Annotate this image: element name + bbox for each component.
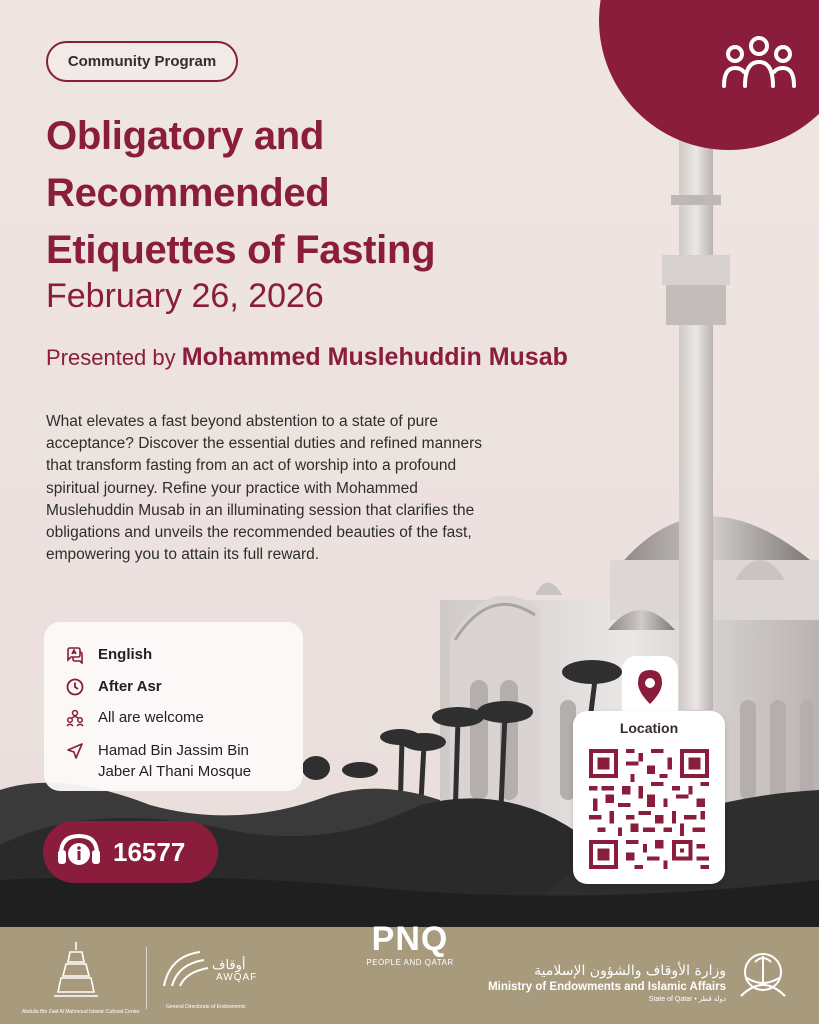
info-audience [66, 709, 204, 727]
awqaf-logo [160, 946, 258, 1010]
hotline-badge[interactable] [43, 821, 218, 883]
info-time-value: After Asr [98, 678, 162, 695]
info-audience-value: All are welcome [98, 709, 204, 726]
program-badge-label: Community Program [67, 53, 217, 70]
info-time [66, 678, 162, 696]
presenter-prefix: Presented by [46, 345, 176, 370]
info-language [66, 646, 152, 664]
event-description: What elevates a fast beyond abstention to a state of pure acceptance? Discover the essential duties and refined manners that transform fasting from an act of worship into a profound spiritual journey. Refine your practice with Mohammed Muslehuddin Musab in an illuminating session that clarifies the obligations and unveils the recommended beauties of the fast, empowering you to attain its full reward. [46, 413, 482, 564]
program-badge [46, 41, 238, 82]
people-group-icon [721, 34, 797, 90]
info-language-value: English [98, 646, 153, 663]
presenter-name: Mohammed Muslehuddin Musab [181, 343, 568, 371]
event-title [46, 108, 606, 279]
audience-icon [66, 709, 84, 727]
centre-caption: Abdulla Bin Zaid Al Mahmoud Islamic Cultural Center [22, 1009, 140, 1015]
footer-divider [146, 947, 147, 1009]
awqaf-arabic: أوقاف [212, 958, 246, 973]
title-line: Obligatory and [46, 114, 325, 158]
title-line: Etiquettes of Fasting [46, 228, 436, 272]
info-venue [66, 740, 251, 782]
presenter [46, 343, 568, 372]
cultural-centre-logo [52, 940, 100, 1002]
ministry-logo-text [488, 962, 726, 1005]
ministry-arabic: وزارة الأوقاف والشؤون الإسلامية [534, 963, 726, 979]
language-icon [66, 646, 84, 664]
awqaf-caption: General Directorate of Endowments [166, 1004, 246, 1010]
state-label: State of Qatar • دولة قطر [648, 996, 726, 1003]
title-line: Recommended [46, 171, 330, 215]
headset-icon [57, 832, 101, 872]
awqaf-emblem-icon [160, 946, 212, 992]
hotline-number: 16577 [113, 836, 186, 867]
venue-line: Jaber Al Thani Mosque [98, 763, 252, 780]
clock-icon [66, 678, 84, 696]
pnq-logo [360, 920, 460, 967]
venue-line: Hamad Bin Jassim Bin [98, 742, 249, 759]
qr-code[interactable] [589, 747, 709, 871]
qatar-emblem-icon [733, 944, 793, 1006]
pnq-wordmark: PNQ [371, 920, 449, 958]
ministry-english: Ministry of Endowments and Islamic Affairs [488, 981, 726, 993]
location-label: Location [619, 720, 679, 736]
pnq-tagline: PEOPLE AND QATAR [366, 958, 454, 967]
location-qr-card[interactable] [573, 711, 725, 884]
event-date: February 26, 2026 [46, 277, 324, 315]
event-info-card [44, 622, 303, 791]
awqaf-english: AWQAF [216, 972, 258, 983]
navigation-icon [66, 742, 84, 760]
